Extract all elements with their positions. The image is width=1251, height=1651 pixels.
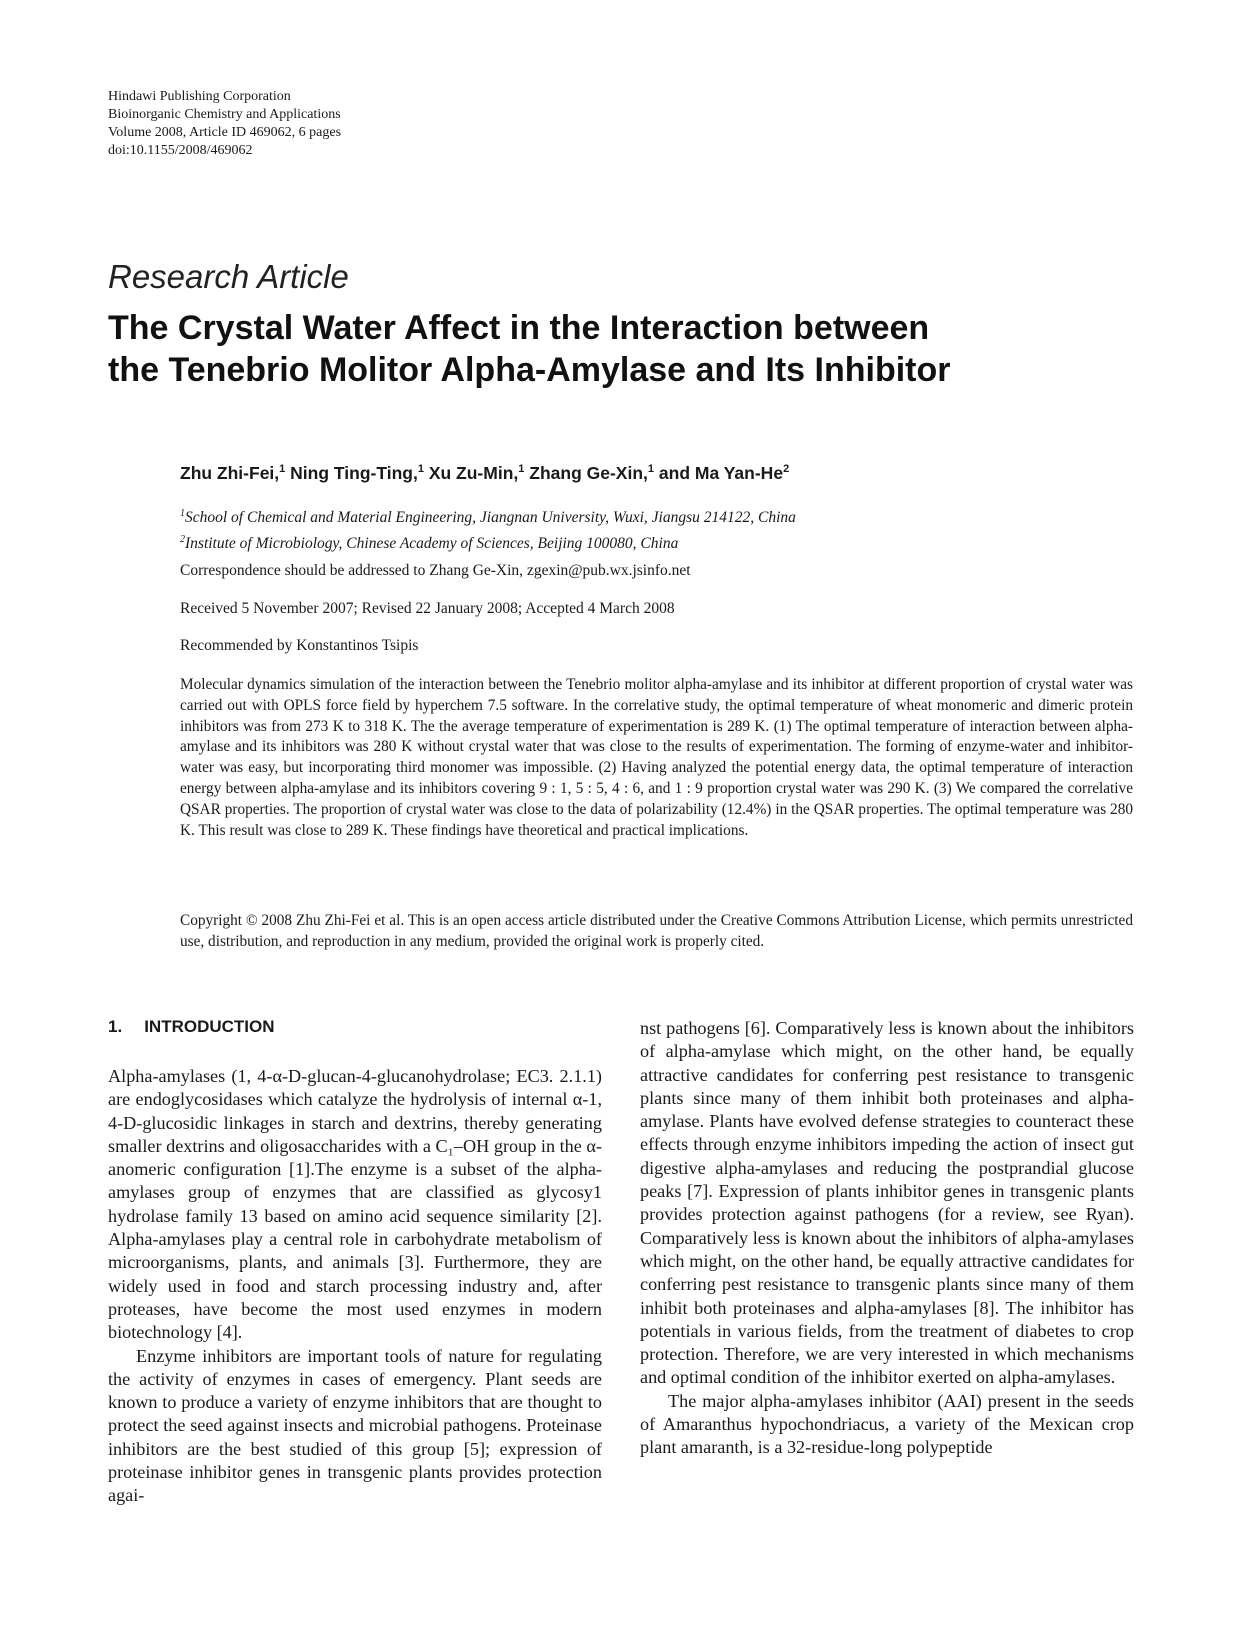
title-line-1: The Crystal Water Affect in the Interaction between <box>108 309 930 347</box>
journal-name: Bioinorganic Chemistry and Applications <box>108 107 341 122</box>
paragraph: nst pathogens [6]. Comparatively less is known about the inhibitors of alpha-amylase which might, on the other hand, be equally attractive candidates for conferring pest resistance to transgenic plants since many of them inhibit both proteinases and alpha-amylase. Plants have evolved defense strategies to counteract these effects through enzyme inhibitors impeding the action of insect gut digestive alpha-amylases and reducing the postprandial glucose peaks [7]. Expression of plants inhibitor genes in transgenic plants provides protection against pathogens (for a review, see Ryan). Comparatively less is known about the inhibitors of alpha-amylases which might, on the other hand, be equally attractive candidates for conferring pest resistance to transgenic plants since many of them inhibit both proteinases and alpha-amylases [8]. The inhibitor has potentials in various fields, from the treatment of diabetes to crop protection. Therefore, we are very interested in which mechanisms and optimal condition of the inhibitor exerted on alpha-amylases. <box>640 1018 1134 1388</box>
section-title: INTRODUCTION <box>144 1017 275 1036</box>
affiliation-mark: 1 <box>417 463 424 476</box>
author-name: Ning Ting-Ting, <box>290 463 418 483</box>
doi[interactable]: doi:10.1155/2008/469062 <box>108 143 253 158</box>
left-column <box>108 1065 602 1508</box>
correspondence-text: Correspondence should be addressed to Zhang Ge-Xin, <box>180 562 527 579</box>
affiliation-mark: 1 <box>647 463 655 476</box>
affiliation-1 <box>180 503 796 529</box>
publisher-name: Hindawi Publishing Corporation <box>108 89 291 104</box>
article-type: Research Article <box>108 258 349 295</box>
author-name: and Ma Yan-He <box>658 463 784 483</box>
volume-info: Volume 2008, Article ID 469062, 6 pages <box>108 125 342 140</box>
correspondence-email-link[interactable]: zgexin@pub.wx.jsinfo.net <box>526 562 691 579</box>
affiliation-mark: 1 <box>279 463 286 476</box>
section-number: 1. <box>108 1017 123 1036</box>
title-line-2: the Tenebrio Molitor Alpha-Amylase and Its Inhibitor <box>108 351 951 389</box>
page-title <box>108 307 1148 391</box>
article-dates: Received 5 November 2007; Revised 22 January 2008; Accepted 4 March 2008 <box>180 600 675 617</box>
author-name: Zhang Ge-Xin, <box>529 463 648 483</box>
correspondence <box>180 562 691 580</box>
affiliation-text: Institute of Microbiology, Chinese Academy of Sciences, Beijing 100080, China <box>185 535 679 553</box>
affiliation-text: School of Chemical and Material Engineering, Jiangnan University, Wuxi, Jiangsu 214122, China <box>185 509 796 527</box>
paragraph: Enzyme inhibitors are important tools of nature for regulating the activity of enzymes in cases of emergency. Plant seeds are known to produce a variety of enzyme inhibitors that are thought to protect the seed against insects and microbial pathogens. Proteinase inhibitors are the best studied of this group [5]; expression of proteinase inhibitor genes in transgenic plants provides protection agai- <box>108 1345 602 1506</box>
author-name: Xu Zu-Min, <box>428 463 519 483</box>
affiliation-number: 2 <box>180 534 185 546</box>
affiliation-mark: 1 <box>518 463 525 476</box>
recommended-by: Recommended by Konstantinos Tsipis <box>180 637 419 654</box>
affiliation-number: 1 <box>180 508 185 519</box>
affiliations <box>180 503 796 555</box>
author-name: Zhu Zhi-Fei, <box>180 463 280 483</box>
paragraph: The major alpha-amylases inhibitor (AAI) present in the seeds of Amaranthus hypochondriacus, a variety of the Mexican crop plant amaranth, is a 32-residue-long polypeptide <box>640 1390 1134 1458</box>
publisher-info <box>108 88 341 160</box>
author-list <box>180 463 789 484</box>
right-column <box>640 1017 1134 1460</box>
section-heading <box>108 1017 275 1037</box>
abstract: Molecular dynamics simulation of the interaction between the Tenebrio molitor alpha-amylase and its inhibitor at different proportion of crystal water was carried out with OPLS force field by hyperchem 7.5 software. In the correlative study, the optimal temperature of wheat monomeric and dimeric protein inhibitors was from 273 K to 318 K. The the average temperature of experimentation is 289 K. (1) The optimal temperature of interaction between alpha-amylase and its inhibitors was 280 K without crystal water that was close to the results of experimentation. The forming of enzyme-water and inhibitor-water was easy, but incorporating third monomer was impossible. (2) Having analyzed the potential energy data, the optimal temperature of interaction energy between alpha-amylase and its inhibitors covering 9 : 1, 5 : 5, 4 : 6, and 1 : 9 proportion crystal water was 290 K. (3) We compared the correlative QSAR properties. The proportion of crystal water was close to the data of polarizability (12.4%) in the QSAR properties. The optimal temperature was 280 K. This result was close to 289 K. These findings have theoretical and practical implications. <box>180 676 1133 839</box>
affiliation-mark: 2 <box>783 463 790 476</box>
affiliation-2 <box>180 529 796 555</box>
copyright-notice: Copyright © 2008 Zhu Zhi-Fei et al. This is an open access article distributed under the Creative Commons Attribution License, which permits unrestricted use, distribution, and reproduction in any medium, provided the original work is properly cited. <box>180 912 1133 950</box>
paragraph: Alpha-amylases (1, 4-α-D-glucan-4-glucanohydrolase; EC3. 2.1.1) are endoglycosidases which catalyze the hydrolysis of internal α-1, 4-D-glucosidic linkages in starch and dextrins, thereby generating smaller dextrins and oligosaccharides with a C₁–OH group in the α-anomeric configuration [1].The enzyme is a subset of the alpha-amylases group of enzymes that are classified as glycosy1 hydrolase family 13 based on amino acid sequence similarity [2]. Alpha-amylases play a central role in carbohydrate metabolism of microorganisms, plants, and animals [3]. Furthermore, they are widely used in food and starch processing industry and, after proteases, have become the most used enzymes in modern biotechnology [4]. <box>108 1066 602 1343</box>
